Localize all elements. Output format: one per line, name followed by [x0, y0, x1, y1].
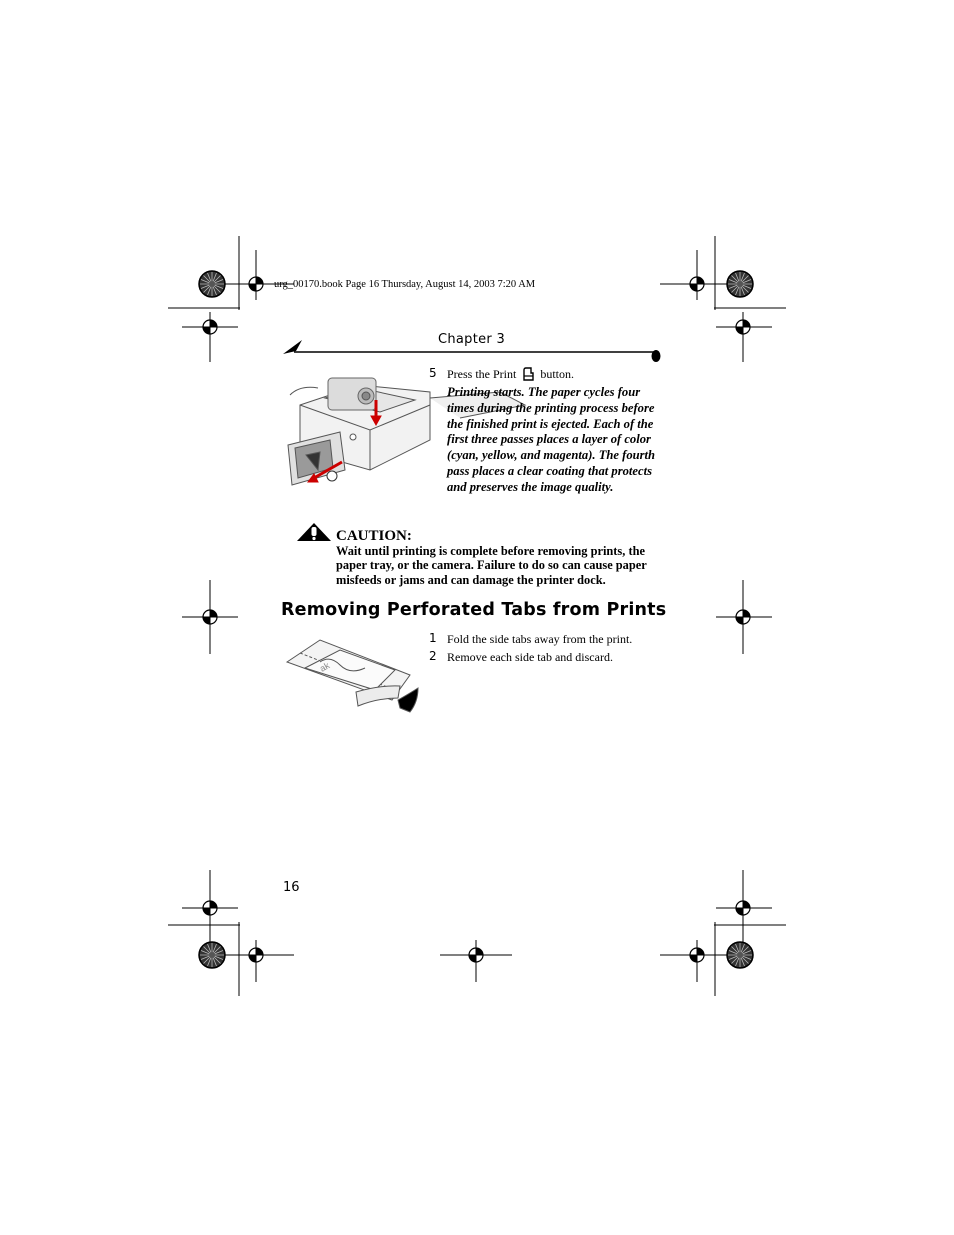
step-text-after: button.: [540, 367, 575, 381]
step-number: 1: [429, 631, 437, 645]
step-number: 5: [429, 366, 437, 380]
step-number: 2: [429, 649, 437, 663]
running-header: Chapter 3: [438, 332, 506, 347]
page-number: 16: [283, 880, 300, 895]
print-button-icon: [521, 367, 535, 381]
step-text: Fold the side tabs away from the print.: [447, 632, 633, 646]
step-result: Printing starts. The paper cycles four times during the printing process before the finished print is ejected. Each of the first three passes places a layer of color (cyan, yellow, and magenta). The fourth pass places a clear coating that protects and preserves the image quality.: [447, 385, 656, 494]
step-text: [447, 367, 574, 382]
caution-body: Wait until printing is complete before removing prints, the paper tray, or the camera. Failure to do so can cause paper misfeeds or jams and can damage the printer dock.: [336, 544, 647, 587]
step-text-before: Press the Print: [447, 367, 517, 381]
perforated-print-illustration: [287, 640, 418, 712]
slug-line: urg_00170.book Page 16 Thursday, August 14, 2003 7:20 AM: [274, 279, 536, 290]
section-heading: Removing Perforated Tabs from Prints: [281, 600, 667, 620]
svg-text:ak: ak: [318, 660, 332, 674]
caution-icon: [297, 523, 331, 541]
step-text: Remove each side tab and discard.: [447, 650, 613, 664]
caution-title: CAUTION:: [336, 528, 412, 544]
